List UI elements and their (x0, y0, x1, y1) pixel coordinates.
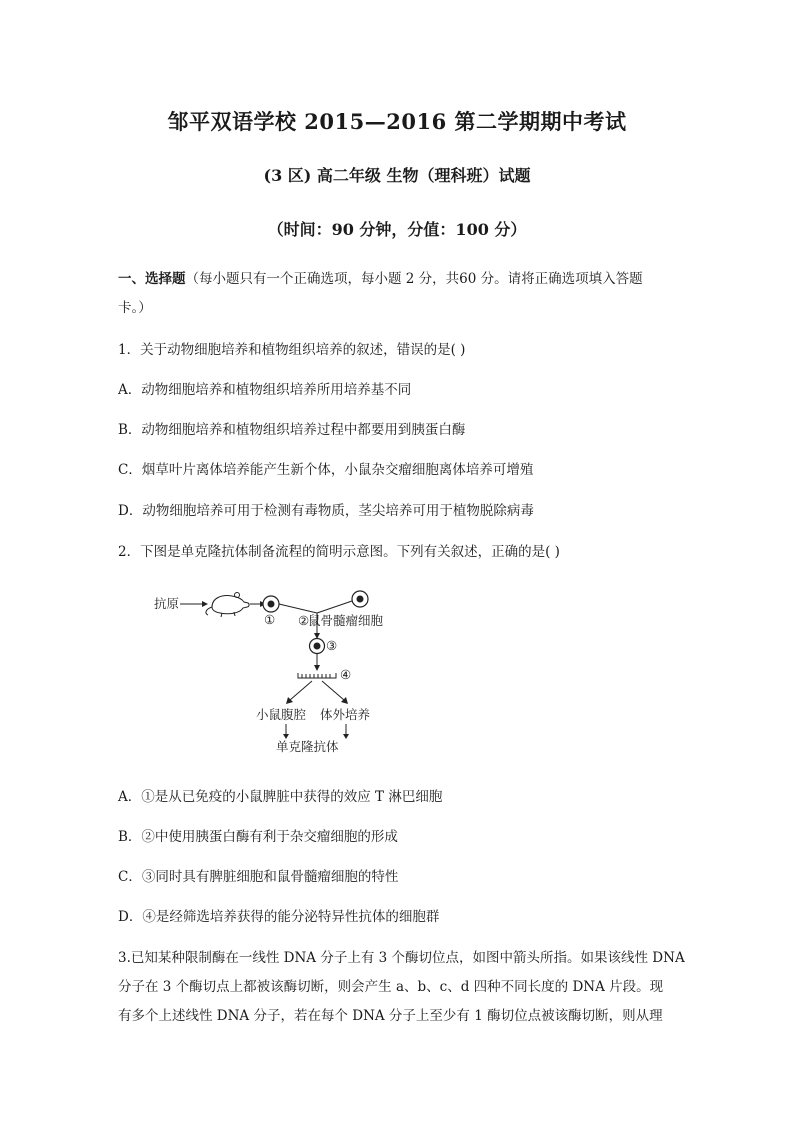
myeloma-cell-icon (352, 591, 368, 607)
q1-option-c: C．烟草叶片离体培养能产生新个体，小鼠杂交瘤细胞离体培养可增殖 (118, 462, 534, 478)
section-heading-line (118, 267, 643, 287)
label-myeloma: 鼠骨髓瘤细胞 (308, 613, 384, 628)
q2-option-a: A．①是从已免疫的小鼠脾脏中获得的效应 T 淋巴细胞 (118, 789, 443, 805)
section-heading: 一、选择题 (118, 271, 186, 287)
arrow-to-peritoneal (290, 681, 312, 700)
mouse-icon (206, 593, 249, 618)
q2-option-c: C．③同时具有脾脏细胞和鼠骨髓瘤细胞的特性 (118, 869, 399, 885)
q2-stem: 2．下图是单克隆抗体制备流程的简明示意图。下列有关叙述，正确的是( ) (118, 544, 560, 560)
arrow-to-in-vitro (322, 681, 344, 700)
q1-stem: 1．关于动物细胞培养和植物组织培养的叙述，错误的是( ) (118, 342, 466, 358)
label-in-vitro: 体外培养 (320, 707, 371, 722)
q1-option-a: A．动物细胞培养和植物组织培养所用培养基不同 (118, 382, 412, 398)
exam-subtitle: (3 区) 高二年级 生物（理科班）试题 (263, 166, 531, 185)
label-mab: 单克隆抗体 (276, 739, 339, 754)
arrowhead (314, 665, 320, 671)
label-antigen: 抗原 (154, 596, 180, 611)
exam-title: 邹平双语学校 2015—2016 第二学期期中考试 (167, 109, 627, 134)
fusion-line-left (279, 604, 317, 613)
arrowhead (343, 734, 349, 739)
label-peritoneal: 小鼠腹腔 (256, 707, 307, 722)
q3-line-2: 分子在 3 个酶切点上都被该酶切断，则会产生 a、b、c、d 四种不同长度的 DNA 片段。现 (118, 979, 664, 995)
hybridoma-cell-icon (310, 639, 325, 654)
label-n1: ① (264, 612, 276, 627)
label-n2: ② (298, 613, 310, 628)
spleen-cell-icon (263, 596, 279, 612)
exam-meta: （时间：90 分钟，分值：100 分） (267, 220, 527, 239)
section-instructions: （每小题只有一个正确选项，每小题 2 分，共60 分。请将正确选项填入答题 (185, 271, 643, 287)
q2-option-d: D．④是经筛选培养获得的能分泌特异性抗体的细胞群 (118, 909, 440, 925)
screening-plate-icon (298, 673, 336, 678)
q3-line-1: 3.已知某种限制酶在一线性 DNA 分子上有 3 个酶切位点，如图中箭头所指。如果该线性 DNA (118, 950, 685, 966)
section-instructions-cont: 卡。） (118, 300, 152, 316)
q3-line-3: 有多个上述线性 DNA 分子，若在每个 DNA 分子上至少有 1 酶切位点被该酶切断，则从理 (118, 1008, 663, 1024)
q1-option-d: D．动物细胞培养可用于检测有毒物质，茎尖培养可用于植物脱除病毒 (118, 503, 534, 519)
q1-option-b: B．动物细胞培养和植物组织培养过程中都要用到胰蛋白酶 (118, 422, 466, 438)
monoclonal-antibody-diagram (150, 585, 390, 755)
label-n4: ④ (340, 667, 352, 682)
label-n3: ③ (326, 638, 338, 653)
fusion-line-right (317, 601, 352, 613)
q2-option-b: B．②中使用胰蛋白酶有利于杂交瘤细胞的形成 (118, 829, 398, 845)
arrowhead (202, 601, 208, 607)
